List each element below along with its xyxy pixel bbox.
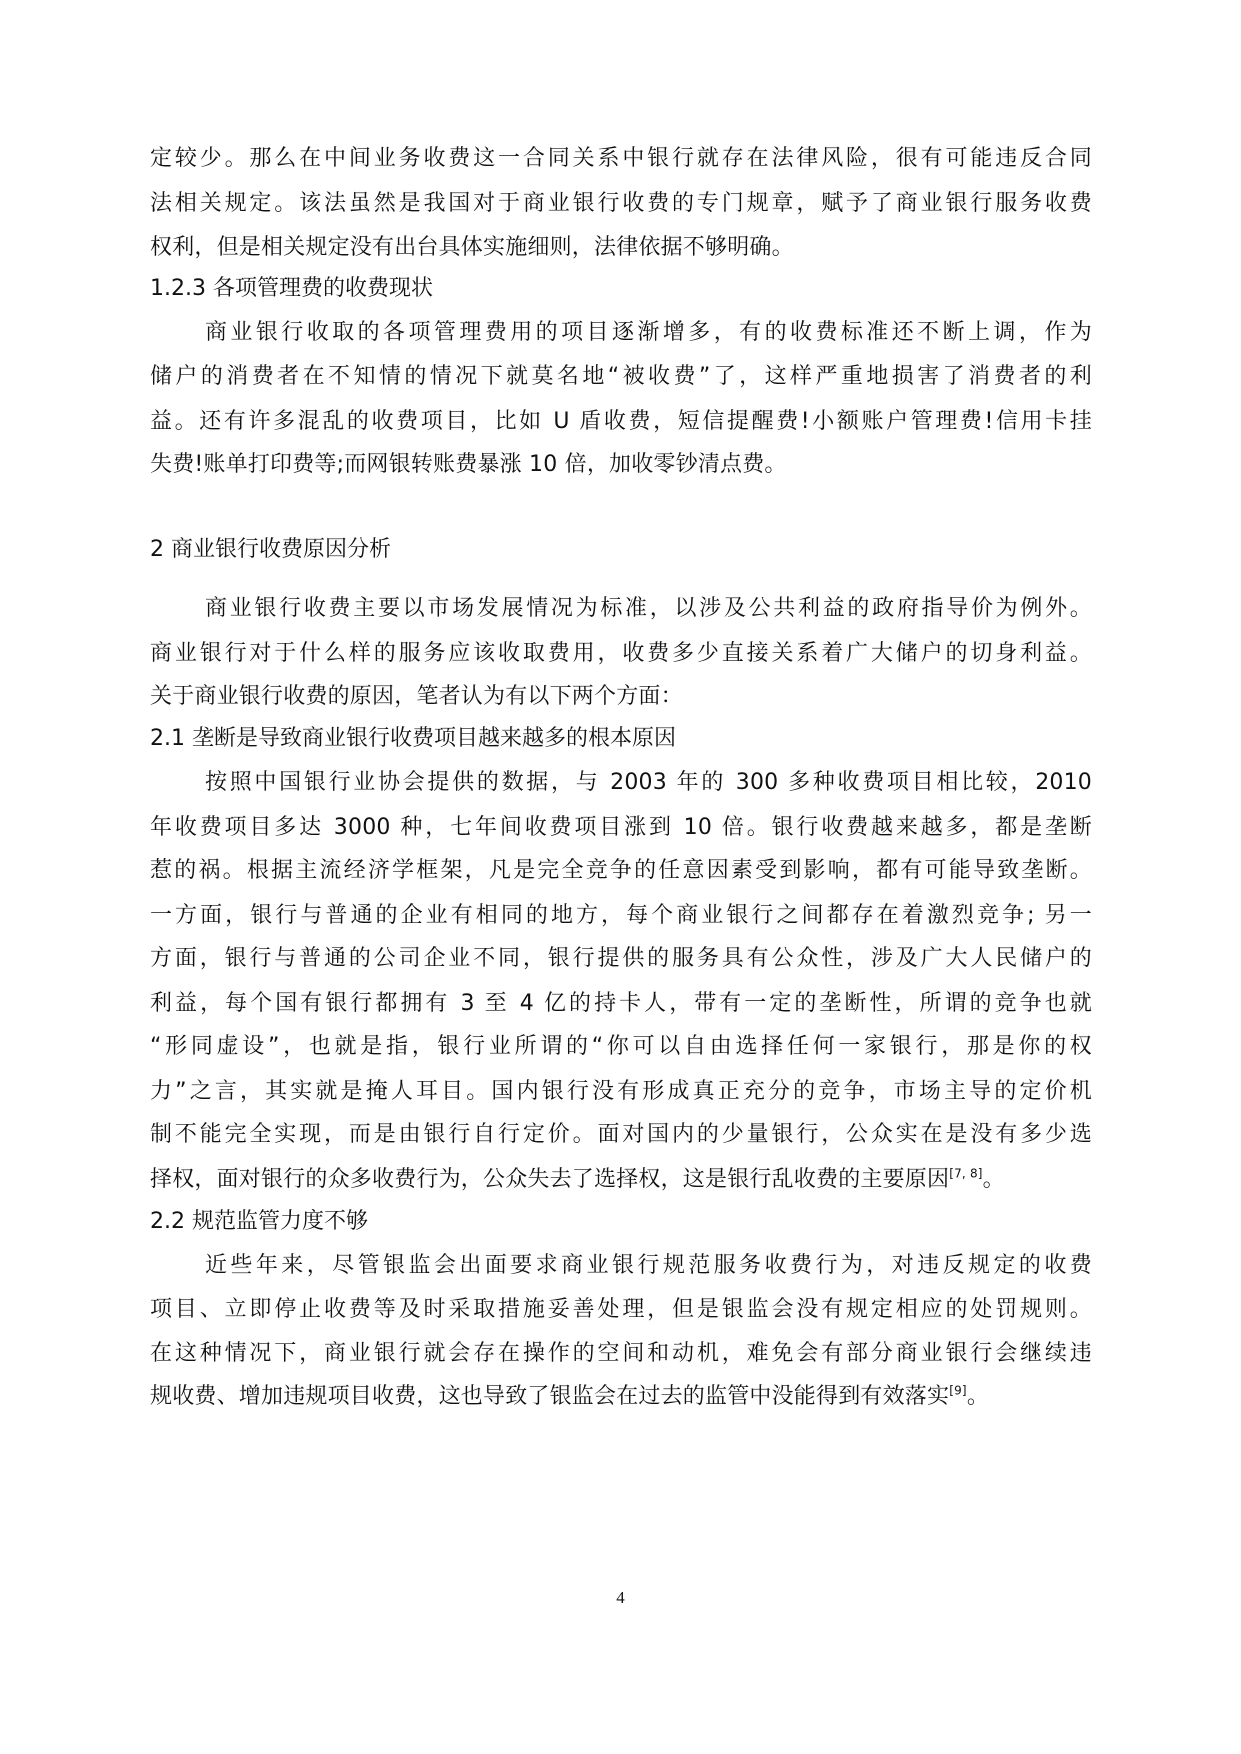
sentence-end: 。 xyxy=(966,1384,990,1409)
paragraph-line: 益。还有许多混乱的收费项目，比如 U 盾收费，短信提醒费!小额账户管理费!信用卡挂 xyxy=(150,409,1092,434)
paragraph-line: “形同虚设”，也就是指，银行业所谓的“你可以自由选择任何一家银行，那是你的权 xyxy=(150,1034,1092,1059)
paragraph-line: 方面，银行与普通的公司企业不同，银行提供的服务具有公众性，涉及广大人民储户的 xyxy=(150,946,1092,971)
section-heading: 2.2 规范监管力度不够 xyxy=(150,1209,368,1234)
paragraph-line: 在这种情况下，商业银行就会存在操作的空间和动机，难免会有部分商业银行会继续违 xyxy=(150,1341,1092,1366)
citation-reference: [9] xyxy=(949,1383,967,1398)
chapter-heading: 2 商业银行收费原因分析 xyxy=(150,537,391,562)
paragraph-line: 权利，但是相关规定没有出台具体实施细则，法律依据不够明确。 xyxy=(150,235,794,260)
paragraph-line: 项目、立即停止收费等及时采取措施妥善处理，但是银监会没有规定相应的处罚规则。 xyxy=(150,1297,1092,1322)
paragraph-text: 规收费、增加违规项目收费，这也导致了银监会在过去的监管中没能得到有效落实 xyxy=(150,1384,950,1409)
page-number: 4 xyxy=(616,1588,625,1607)
paragraph-line: 年收费项目多达 3000 种，七年间收费项目涨到 10 倍。银行收费越来越多，都是垄断 xyxy=(150,815,1092,840)
paragraph-line: 按照中国银行业协会提供的数据，与 2003 年的 300 多种收费项目相比较，2010 xyxy=(205,770,1092,795)
paragraph-line: 法相关规定。该法虽然是我国对于商业银行收费的专门规章，赋予了商业银行服务收费 xyxy=(150,191,1092,216)
paragraph-line: 储户的消费者在不知情的情况下就莫名地“被收费”了，这样严重地损害了消费者的利 xyxy=(150,364,1092,389)
paragraph-text: 择权，面对银行的众多收费行为，公众失去了选择权，这是银行乱收费的主要原因 xyxy=(150,1167,950,1192)
paragraph-line xyxy=(150,1165,1092,1195)
paragraph-line: 利益，每个国有银行都拥有 3 至 4 亿的持卡人，带有一定的垄断性，所谓的竞争也就 xyxy=(150,991,1092,1016)
paragraph-line: 一方面，银行与普通的企业有相同的地方，每个商业银行之间都存在着激烈竞争; 另一 xyxy=(150,903,1092,928)
section-heading: 1.2.3 各项管理费的收费现状 xyxy=(150,276,433,301)
paragraph-line: 定较少。那么在中间业务收费这一合同关系中银行就存在法律风险，很有可能违反合同 xyxy=(150,146,1092,171)
paragraph-line: 失费!账单打印费等;而网银转账费暴涨 10 倍，加收零钞清点费。 xyxy=(150,452,787,477)
section-heading: 2.1 垄断是导致商业银行收费项目越来越多的根本原因 xyxy=(150,726,676,751)
paragraph-line: 力”之言，其实就是掩人耳目。国内银行没有形成真正充分的竞争，市场主导的定价机 xyxy=(150,1079,1092,1104)
paragraph-line: 商业银行对于什么样的服务应该收取费用，收费多少直接关系着广大储户的切身利益。 xyxy=(150,641,1092,666)
paragraph-line xyxy=(150,1382,1092,1412)
paragraph-line: 惹的祸。根据主流经济学框架，凡是完全竞争的任意因素受到影响，都有可能导致垄断。 xyxy=(150,858,1092,883)
sentence-end: 。 xyxy=(982,1167,1005,1192)
paragraph-line: 商业银行收费主要以市场发展情况为标准，以涉及公共利益的政府指导价为例外。 xyxy=(205,596,1092,621)
paragraph-line: 近些年来，尽管银监会出面要求商业银行规范服务收费行为，对违反规定的收费 xyxy=(205,1253,1092,1278)
paragraph-line: 制不能完全实现，而是由银行自行定价。面对国内的少量银行，公众实在是没有多少选 xyxy=(150,1122,1092,1147)
paragraph-line: 商业银行收取的各项管理费用的项目逐渐增多，有的收费标准还不断上调，作为 xyxy=(205,320,1092,345)
citation-reference: [7, 8] xyxy=(949,1166,983,1181)
paragraph-line: 关于商业银行收费的原因，笔者认为有以下两个方面： xyxy=(150,684,683,709)
